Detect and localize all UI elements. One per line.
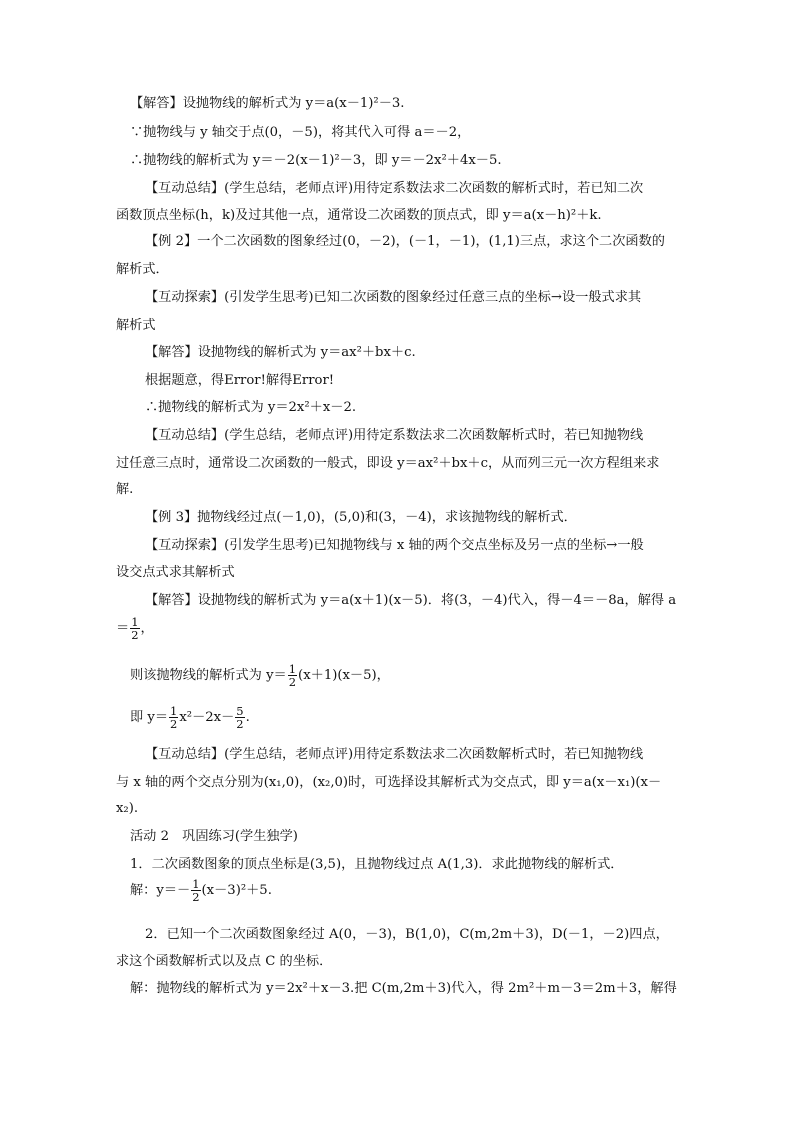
text-line: ∵抛物线与 y 轴交于点(0，－5)，将其代入可得 a＝－2， <box>130 125 471 140</box>
text-line: 【互动总结】(学生总结，老师点评)用待定系数法求二次函数解析式时，若已知抛物线 <box>145 428 644 443</box>
solution-suffix: (x－3)²＋5. <box>201 883 272 898</box>
fraction-denominator: 2 <box>131 628 139 642</box>
equals-sign: ＝ <box>116 621 130 636</box>
fraction-numerator: 1 <box>288 662 297 676</box>
text-line: 【互动探索】(引发学生思考)已知抛物线与 x 轴的两个交点坐标及另一点的坐标→一般 <box>145 538 644 553</box>
text-line: 解析式． <box>116 262 169 277</box>
fraction-numerator: 5 <box>236 704 244 718</box>
text-line: 【解答】设抛物线的解析式为 y＝ax²＋bx＋c. <box>145 345 416 360</box>
fraction-half <box>169 705 178 730</box>
text-line: ∴抛物线的解析式为 y＝－2(x－1)²－3，即 y＝－2x²＋4x－5. <box>130 153 502 168</box>
comma: ， <box>140 621 154 636</box>
text-line: 【解答】设抛物线的解析式为 y＝a(x－1)²－3. <box>130 96 405 111</box>
text-line: 【互动总结】(学生总结，老师点评)用待定系数法求二次函数解析式时，若已知抛物线 <box>145 747 644 762</box>
text-line: 【解答】设抛物线的解析式为 y＝a(x＋1)(x－5)．将(3，－4)代入，得－4＝－8a，解得 a <box>145 593 677 608</box>
result-line <box>130 661 794 691</box>
result-suffix: (x＋1)(x－5)， <box>298 668 390 683</box>
equation-a-value <box>116 614 794 644</box>
exercise-1: 1．二次函数图象的顶点坐标是(3,5)，且抛物线过点 A(1,3)．求此抛物线的解析式． <box>130 857 624 872</box>
expanded-result-line <box>130 703 794 733</box>
fraction-half <box>191 878 200 903</box>
expanded-prefix: 即 y＝ <box>130 710 169 725</box>
fraction-denominator: 2 <box>288 675 297 689</box>
exercise-2-line-2: 求这个函数解析式以及点 C 的坐标． <box>116 954 333 969</box>
text-line: 与 x 轴的两个交点分别为(x₁,0)，(x₂,0)时，可选择设其解析式为交点式，即 y＝a(x－x₁)(x－ <box>116 775 662 790</box>
fraction-half <box>130 616 139 641</box>
fraction-five-half <box>235 705 244 730</box>
text-line: x₂). <box>116 801 139 816</box>
text-line: ∴抛物线的解析式为 y＝2x²＋x－2. <box>145 400 357 415</box>
exercise-1-solution <box>130 876 794 906</box>
text-line: 【例 3】抛物线经过点(－1,0)，(5,0)和(3，－4)，求该抛物线的解析式． <box>145 510 577 525</box>
expanded-mid: x²－2x－ <box>179 710 235 725</box>
fraction-denominator: 2 <box>192 890 200 904</box>
fraction-numerator: 1 <box>131 615 139 629</box>
exercise-2-line-1: 2．已知一个二次函数图象经过 A(0，－3)，B(1,0)，C(m,2m＋3)，D(－1，－2)四点， <box>145 927 669 942</box>
fraction-denominator: 2 <box>236 717 244 731</box>
text-line: 设交点式求其解析式 <box>116 565 235 580</box>
fraction-numerator: 1 <box>192 877 200 891</box>
text-line: 函数顶点坐标(h，k)及过其他一点，通常设二次函数的顶点式，即 y＝a(x－h)²＋k. <box>116 208 602 223</box>
solution-prefix: 解：y＝－ <box>130 883 191 898</box>
text-line: 解. <box>116 482 134 497</box>
text-line: 过任意三点时，通常设二次函数的一般式，即设 y＝ax²＋bx＋c，从而列三元一次方程组来求 <box>116 456 660 471</box>
fraction-half <box>288 663 297 688</box>
fraction-denominator: 2 <box>170 717 178 731</box>
fraction-numerator: 1 <box>170 704 178 718</box>
text-line: 【互动总结】(学生总结，老师点评)用待定系数法求二次函数的解析式时，若已知二次 <box>145 181 644 196</box>
exercise-2-solution: 解：抛物线的解析式为 y＝2x²＋x－3.把 C(m,2m＋3)代入，得 2m²＋m－3＝2m＋3，解得 <box>130 981 677 996</box>
activity-heading: 活动 2 巩固练习(学生独学) <box>130 829 298 844</box>
text-line: 根据题意，得Error!解得Error! <box>145 373 335 388</box>
result-prefix: 则该抛物线的解析式为 y＝ <box>130 668 287 683</box>
text-line: 【互动探索】(引发学生思考)已知二次函数的图象经过任意三点的坐标→设一般式求其 <box>145 290 642 305</box>
text-line: 【例 2】一个二次函数的图象经过(0，－2)，(－1，－1)，(1,1)三点，求这个二次函数的 <box>145 234 665 249</box>
expanded-suffix: . <box>245 710 250 725</box>
text-line: 解析式 <box>116 318 156 333</box>
